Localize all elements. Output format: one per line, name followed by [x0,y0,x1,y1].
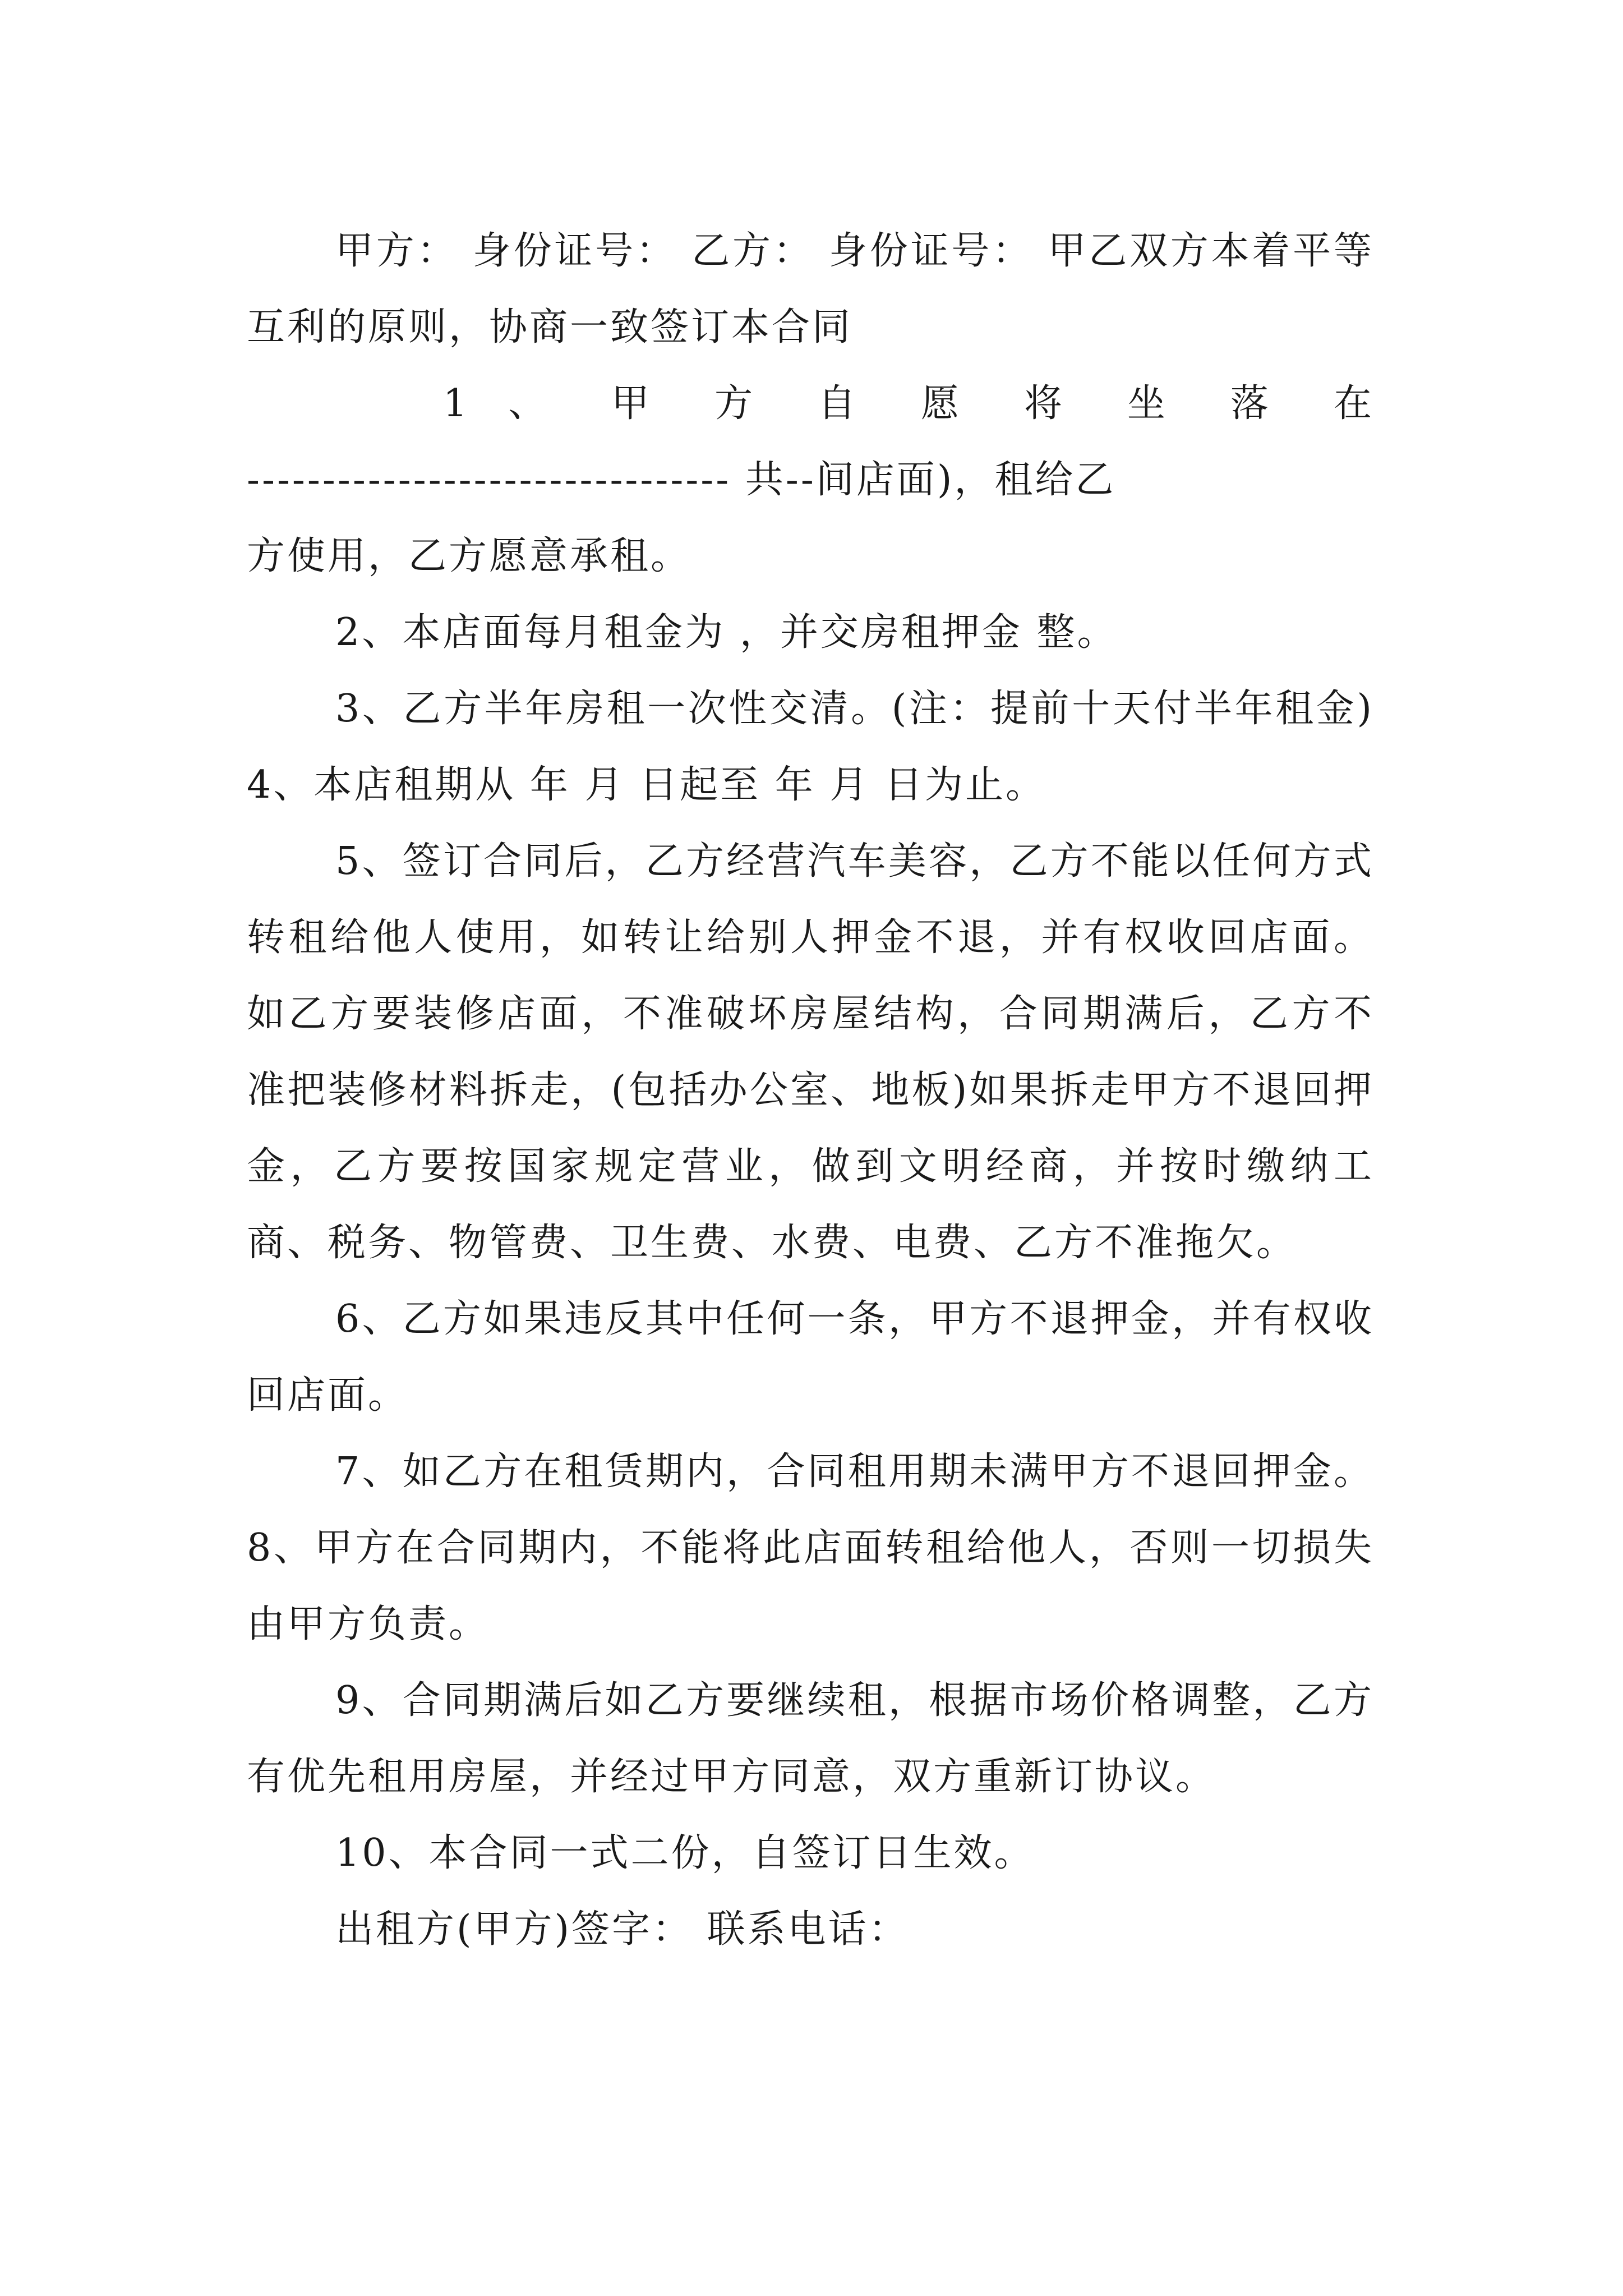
contract-intro-paragraph: 甲方： 身份证号： 乙方： 身份证号： 甲乙双方本着平等互利的原则，协商一致签订本合同 [247,229,1374,349]
clause-6-paragraph: 6、乙方如果违反其中任何一条，甲方不退押金，并有权收回店面。 [247,1297,1374,1418]
signature-line: 出租方(甲方)签字： 联系电话： [335,1907,909,1952]
clause-2-paragraph: 2、本店面每月租金为 ，并交房租押金 整。 [335,610,1118,655]
clause-10-paragraph: 10、本合同一式二份，自签订日生效。 [335,1831,1035,1875]
clause-7-8-paragraph: 7、如乙方在租赁期内，合同租用期未满甲方不退回押金。 8、甲方在合同期内，不能将此店面转租给他人，否则一切损失由甲方负责。 [247,1450,1374,1646]
clause-9-paragraph: 9、合同期满后如乙方要继续租，根据市场价格调整，乙方有优先租用房屋，并经过甲方同意，双方重新订协议。 [247,1678,1374,1799]
clause-1-paragraph [247,366,1374,595]
clause-1-line-3: 方使用，乙方愿意承租。 [247,534,691,578]
clause-5-paragraph: 5、签订合同后，乙方经营汽车美容，乙方不能以任何方式转租给他人使用，如转让给别人押金不退，并有权收回店面。如乙方要装修店面，不准破坏房屋结构，合同期满后，乙方不准把装修材料拆走，(包括办公室、地板)如果拆走甲方不退回押金，乙方要按国家规定营业，做到文明经商，并按时缴纳工商、税务、物管费、卫生费、水费、电费、乙方不准拖欠。 [247,839,1374,1265]
clause-1-line-2: -------------------------------- 共--间店面)，租给乙 [247,458,1116,502]
contract-body [247,213,1374,1968]
clause-3-4-paragraph: 3、乙方半年房租一次性交清。(注：提前十天付半年租金) 4、本店租期从 年 月 日起至 年 月 日为止。 [247,687,1374,807]
clause-1-line-1: 1 、 甲 方 自 愿 将 坐 落 在 [443,381,1374,426]
